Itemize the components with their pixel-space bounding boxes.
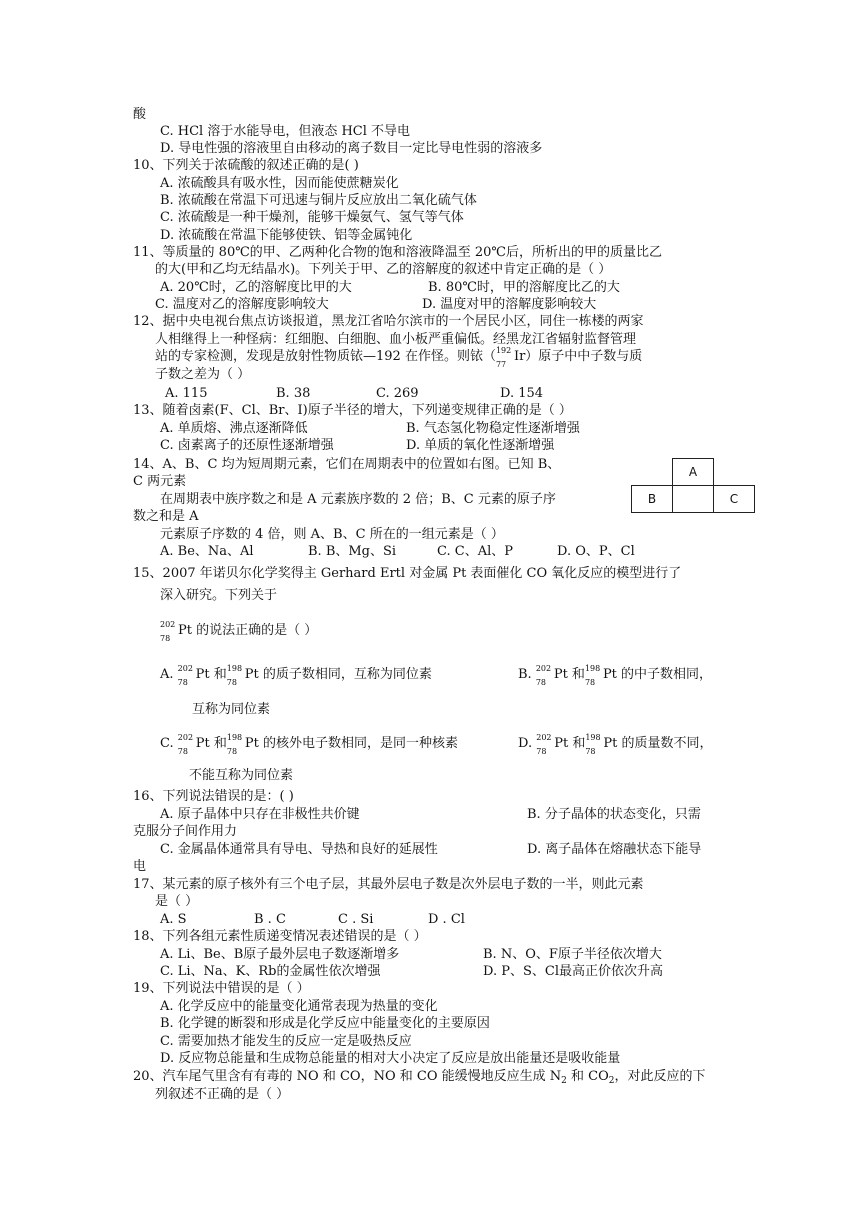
text-segment: Pt 的核外电子数相同，是同一种核素 — [244, 736, 458, 751]
atomic-number: 78 — [535, 678, 547, 687]
isotope-pt198 — [226, 733, 245, 756]
option-b: B. 气态氢化物稳定性逐渐增强 — [406, 421, 580, 436]
option-b: B. 38 — [276, 386, 311, 401]
option-letter: C. — [160, 736, 174, 751]
text-segment: 和 CO — [566, 1069, 609, 1084]
option-d: D. 导电性强的溶液里自由移动的离子数目一定比导电性弱的溶液多 — [160, 141, 543, 156]
mass-number: 198 — [584, 664, 601, 673]
atomic-number: 78 — [226, 678, 237, 687]
grid-cell-c: C — [714, 486, 755, 513]
text-segment: Pt 和 — [195, 736, 227, 751]
option-b-cont: 克服分子间作用力 — [133, 824, 238, 839]
question-11: 11、等质量的 80℃的甲、乙两种化合物的饱和溶液降温至 20℃后，所析出的甲的质量比乙 — [133, 245, 662, 260]
text-segment: ，对此反应的下 — [614, 1069, 706, 1084]
question-17-cont: 是（ ） — [155, 894, 199, 909]
option-letter: A. — [160, 667, 174, 682]
option-d — [518, 733, 713, 756]
isotope-pt202 — [177, 664, 196, 687]
line: 酸 — [133, 107, 147, 122]
option-c: C. 金属晶体通常具有导电、导热和良好的延展性 — [160, 842, 438, 857]
question-18: 18、下列各组元素性质递变情况表述错误的是（ ） — [133, 929, 427, 944]
subscript: 2 — [608, 1076, 615, 1086]
option-a: A. 原子晶体中只存在非极性共价键 — [160, 807, 360, 822]
option-a: A. 单质熔、沸点逐渐降低 — [160, 421, 308, 436]
isotope-pt202 — [177, 733, 196, 756]
isotope-pt198 — [585, 733, 603, 756]
question-11-cont: 的大(甲和乙均无结晶水)。下列关于甲、乙的溶解度的叙述中肯定正确的是（ ） — [155, 262, 612, 277]
atomic-number: 78 — [585, 747, 596, 756]
question-14-cont: C 两元素 — [133, 474, 187, 489]
question-15-cont: 深入研究。下列关于 — [160, 588, 278, 603]
isotope-pt198 — [226, 664, 245, 687]
option-b: B. N、O、F原子半径依次增大 — [483, 947, 662, 962]
option-a: A. S — [160, 912, 187, 927]
option-d: D. 离子晶体在熔融状态下能导 — [527, 842, 702, 857]
grid-cell-a: A — [673, 459, 714, 486]
option-letter: D. — [518, 736, 533, 751]
mass-number: 202 — [160, 620, 176, 629]
option-c: C. HCl 溶于水能导电，但液态 HCl 不导电 — [160, 124, 411, 139]
text-segment: Pt 的质量数不同， — [603, 736, 713, 751]
question-19: 19、下列说法中错误的是（ ） — [133, 981, 310, 996]
grid-cell-b: B — [632, 486, 673, 513]
option-b: B. 化学键的断裂和形成是化学反应中能量变化的主要原因 — [160, 1016, 490, 1031]
text-segment: Pt 的说法正确的是（ ） — [178, 623, 318, 638]
atomic-number: 78 — [584, 678, 596, 687]
text-segment: Pt 和 — [553, 667, 585, 682]
grid-cell — [632, 459, 673, 486]
text-segment: Pt 的中子数相同， — [602, 667, 713, 682]
mass-number: 202 — [535, 664, 552, 673]
option-d-cont: 不能互称为同位素 — [189, 768, 294, 783]
option-c: C. 269 — [376, 386, 419, 401]
atomic-number: 78 — [177, 747, 188, 756]
option-b: B . C — [254, 912, 286, 927]
option-b — [518, 664, 713, 687]
isotope-pt202 — [535, 664, 554, 687]
option-c: C. 浓硫酸是一种干燥剂，能够干燥氨气、氢气等气体 — [160, 210, 464, 225]
atomic-number: 77 — [495, 360, 507, 369]
question-20-cont: 列叙述不正确的是（ ） — [155, 1087, 290, 1102]
question-17: 17、某元素的原子核外有三个电子层，其最外层电子数是次外层电子数的一半，则此元素 — [133, 877, 644, 892]
option-c: C. 温度对乙的溶解度影响较大 — [155, 297, 329, 312]
question-12-cont: 人相继得上一种怪病：红细胞、白细胞、血小板严重偏低。经黑龙江省辐射监督管理 — [155, 332, 637, 347]
question-12-cont — [155, 346, 643, 369]
question-14: 14、A、B、C 均为短周期元素，它们在周期表中的位置如右图。已知 B、 — [133, 457, 561, 472]
periodic-position-grid — [631, 458, 755, 513]
option-c: C . Si — [338, 912, 374, 927]
option-c: C. 卤素离子的还原性逐渐增强 — [160, 438, 334, 453]
option-c: C. C、Al、P — [437, 544, 513, 559]
option-c: C. Li、Na、K、Rb的金属性依次增强 — [160, 964, 381, 979]
option-d: D. O、P、Cl — [557, 544, 635, 559]
isotope-pt202 — [536, 733, 554, 756]
question-13: 13、随着卤素(F、Cl、Br、I)原子半径的增大，下列递变规律正确的是（ ） — [133, 403, 572, 418]
mass-number: 198 — [226, 664, 243, 673]
question-12-cont: 子数之差为（ ） — [155, 367, 251, 382]
option-d: D. P、S、Cl最高正价依次升高 — [483, 964, 663, 979]
grid-cell — [673, 486, 714, 513]
question-16: 16、下列说法错误的是：( ) — [133, 789, 294, 804]
question-14-cont: 在周期表中族序数之和是 A 元素族序数的 2 倍；B、C 元素的原子序 — [160, 492, 556, 507]
question-15-cont — [160, 620, 318, 643]
mass-number: 202 — [177, 664, 193, 673]
subscript: 2 — [561, 1076, 567, 1086]
atomic-number: 78 — [226, 747, 238, 756]
option-d: D. 154 — [500, 386, 544, 401]
option-a — [160, 664, 432, 687]
option-c: C. 需要加热才能发生的反应一定是吸热反应 — [160, 1034, 412, 1049]
option-a: A. 115 — [165, 386, 208, 401]
option-d: D . Cl — [428, 912, 465, 927]
question-14-cont: 数之和是 A — [133, 509, 199, 524]
isotope-pt202 — [160, 620, 178, 643]
option-b: B. 浓硫酸在常温下可迅速与铜片反应放出二氧化硫气体 — [160, 193, 477, 208]
text-segment: 20、汽车尾气里含有有毒的 NO 和 CO，NO 和 CO 能缓慢地反应生成 N — [133, 1069, 562, 1084]
option-b: B. B、Mg、Si — [308, 544, 397, 559]
mass-number: 192 — [495, 346, 512, 355]
option-letter: B. — [518, 667, 532, 682]
option-d-cont: 电 — [133, 859, 147, 874]
mass-number: 202 — [177, 733, 194, 742]
question-10: 10、下列关于浓硫酸的叙述正确的是( ) — [133, 158, 359, 173]
option-a: A. 化学反应中的能量变化通常表现为热量的变化 — [160, 999, 438, 1014]
grid-cell — [714, 459, 755, 486]
text-segment: 站的专家检测，发现是放射性物质铱—192 在作怪。则铱（ — [155, 349, 496, 364]
atomic-number: 78 — [536, 747, 547, 756]
option-a: A. Be、Na、Al — [160, 544, 254, 559]
option-b: B. 80℃时，甲的溶解度比乙的大 — [428, 280, 620, 295]
text-segment: Pt 和 — [554, 736, 586, 751]
option-a: A. Li、Be、B原子最外层电子数逐渐增多 — [160, 947, 400, 962]
option-a: A. 浓硫酸具有吸水性，因而能使蔗糖炭化 — [160, 176, 399, 191]
text-segment: Ir）原子中中子数与质 — [513, 349, 643, 364]
isotope-pt198 — [584, 664, 603, 687]
text-segment: Pt 的质子数相同，互称为同位素 — [244, 667, 432, 682]
option-d: D. 单质的氧化性逐渐增强 — [406, 438, 555, 453]
question-14-cont: 元素原子序数的 4 倍，则 A、B、C 所在的一组元素是（ ） — [160, 527, 504, 542]
option-d: D. 浓硫酸在常温下能够使铁、铝等金属钝化 — [160, 228, 413, 243]
option-b: B. 分子晶体的状态变化，只需 — [527, 807, 701, 822]
option-d: D. 温度对甲的溶解度影响较大 — [422, 297, 597, 312]
mass-number: 198 — [585, 733, 601, 742]
option-c — [160, 733, 458, 756]
option-d: D. 反应物总能量和生成物总能量的相对大小决定了反应是放出能量还是吸收能量 — [160, 1051, 621, 1066]
atomic-number: 78 — [177, 678, 188, 687]
question-12: 12、据中央电视台焦点访谈报道，黑龙江省哈尔滨市的一个居民小区，同住一栋楼的两家 — [133, 314, 644, 329]
mass-number: 202 — [536, 733, 552, 742]
question-15: 15、2007 年诺贝尔化学奖得主 Gerhard Ertl 对金属 Pt 表面催化 CO 氧化反应的模型进行了 — [133, 566, 682, 581]
text-segment: Pt 和 — [195, 667, 227, 682]
option-b-cont: 互称为同位素 — [192, 702, 271, 717]
atomic-number: 78 — [160, 634, 171, 643]
mass-number: 198 — [226, 733, 243, 742]
isotope-ir — [495, 346, 514, 369]
option-a: A. 20℃时，乙的溶解度比甲的大 — [160, 280, 352, 295]
